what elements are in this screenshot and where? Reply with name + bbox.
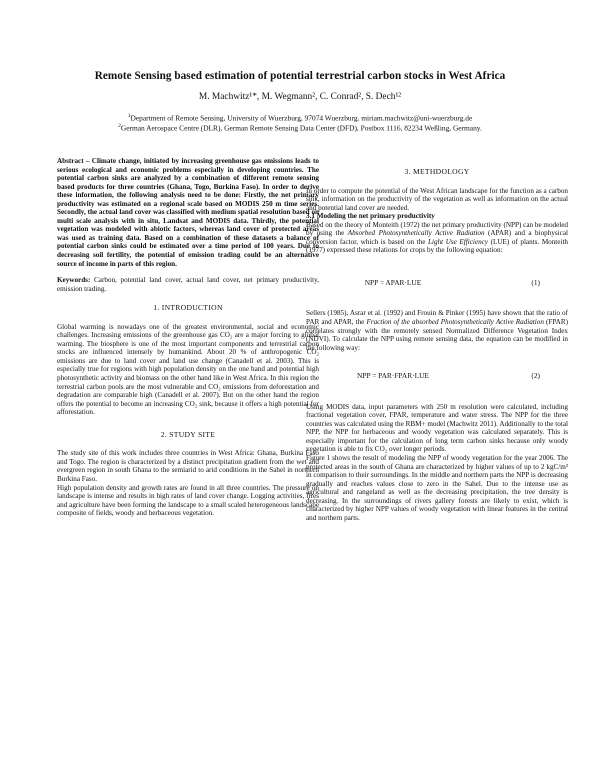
keywords-label: Keywords: xyxy=(57,276,91,285)
study-site-text-2: High population density and growth rates are found in all three countries. The pressure on landscape is intense and results in high rates of land cover change. Logging activities, fires and agriculture have been forming the landscape to a small scaled heterogeneous landscape composite of fields, woody and herbaceous vegetation. xyxy=(57,483,319,518)
italic-term: Fraction of the absorbed Photosynthetically Active Radiation xyxy=(366,318,544,327)
subsection-heading: 3.1 Modeling the net primary productivity xyxy=(306,212,435,221)
text-run: Sellers (1985), Asrar et al. (1992) and Frouin & Pinker (1995) have shown that the ratio of PAR and APAR, the xyxy=(306,309,568,327)
left-column xyxy=(57,157,319,518)
npp-paragraph-1 xyxy=(306,221,568,255)
affiliation-text: Department of Remote Sensing, University of Wuerzburg, 97074 Wuerzburg. miriam.machwitz@uni-wuerzburg.de xyxy=(130,113,473,123)
keywords xyxy=(57,276,319,293)
abstract: Abstract – Climate change, initiated by increasing greenhouse gas emissions leads to serious ecological and economic problems especially in developing countries. The potential carbon sinks are analyzed by a combination of different remote sensing based products for three countries (Ghana, Togo, Burkina Faso). In order to derive these information, the following analysis need to be done: Firstly, the net primary productivity was estimated on a regional scale based on MODIS 250 m time series. Secondly, the actual land cover was classified with medium spatial resolution based on multi scale analysis with in situ, Landsat and MODIS data. Thirdly, the potential vegetation was modeled with abiotic factors, whereas land cover of protected areas was used as training data. Based on a combination of these datasets a balance of potential carbon sinks could be estimated over a time period of 100 years. Due to decreasing soil fertility, the potential of emission trading could be an alternative source of income in parts of this region. xyxy=(57,157,319,268)
npp-paragraph-2 xyxy=(306,309,568,352)
study-site-text-1: The study site of this work includes three countries in West Africa: Ghana, Burkina Faso and Togo. The region is characterized by a distinct precipitation gradient from the wet and evergreen region in south Ghana to the semiarid to arid conditions in the Sahel in northern Burkina Faso. xyxy=(57,449,319,483)
equation-2 xyxy=(306,372,568,381)
affiliation-2 xyxy=(30,123,570,132)
author-list: M. Machwitz¹*, M. Wegmann², C. Conrad², S. Dech¹² xyxy=(198,92,402,102)
section-heading-methodology: 3. METHDOLOGY xyxy=(404,167,470,176)
affiliation-mark: 2 xyxy=(118,123,121,129)
text-run: (LUE) of plants. Monteith (1977) expressed these relations for crops by the following equation: xyxy=(306,237,569,255)
equation-body: NPP = PAR·FPAR·LUE xyxy=(357,371,429,381)
affiliation-1 xyxy=(30,113,570,122)
affiliation-text: German Aerospace Centre (DLR), German Remote Sensing Data Center (DFD), Postbox 1116, 82234 Weßling, Germany. xyxy=(120,123,482,133)
section-heading-introduction: 1. INTRODUCTION xyxy=(153,303,223,313)
text-run: Based on the theory of Monteith (1972) the net primary productivity (NPP) can be modeled by using the xyxy=(306,220,568,238)
text-run: (FPAR) correlates strongly with the remotely sensed Normalized Difference Vegetation Index (NDVI). To calculate the NPP using remote sensing data, the equation can be modified in the following way: xyxy=(306,318,568,352)
equation-number: (1) xyxy=(531,277,540,287)
equation-number: (2) xyxy=(531,371,540,381)
italic-term: Light Use Efficiency xyxy=(428,237,488,246)
equation-1 xyxy=(306,279,568,288)
right-column xyxy=(306,168,568,522)
section-heading-study-site: 2. STUDY SITE xyxy=(160,429,216,439)
paper-title: Remote Sensing based estimation of potential terrestrial carbon stocks in West Africa xyxy=(94,70,506,82)
text-run: (APAR) and a biophysical conversion factor, which is based on the xyxy=(306,229,568,246)
equation-body: NPP = APAR·LUE xyxy=(364,277,422,287)
figure-paragraph: Figure 1 shows the result of modeling the NPP of woody vegetation for the year 2006. The protected areas in the south of Ghana are characterized by higher values of up to 2 kgC/m² in comparison to their surroundings. In the middle and northern parts the NPP is decreasing gradually and reaches values close to zero in the Sahel. Due to the intense use as agricultural and rangeland as well as the decreasing precipitation, the tree density is decreasing. In the surroundings of rivers gallery forests are likely to exist, which is characterized by higher NPP values of woody vegetation with linear features in the central and northern parts. xyxy=(306,454,568,522)
keywords-text: Carbon, potential land cover, actual land cover, net primary productivity, emission trading. xyxy=(57,276,319,293)
modis-paragraph: Using MODIS data, input parameters with 250 m resolution were calculated, including fractional vegetation cover, FPAR, temperature and water stress. The NPP for the three countries was calculated using the RBM+ model (Machwitz 2011). Additionally to the total NPP, the NPP for herbaceous and woody vegetation was calculated separately. This is especially important for the calculation of long term carbon sinks because only woody vegetation is able to fix CO₂ over longer periods. xyxy=(306,402,568,454)
affiliation-mark: 1 xyxy=(127,113,131,119)
introduction-text: Global warming is nowadays one of the greatest environmental, social and economic challenges. Increasing emissions of the greenhouse gas CO₂ are a major forcing to global warming. The biosphere is one of the most important components and terrestrial carbon stocks are influenced intensely by humankind. About 20 % of anthropogenic CO₂ emissions are due to land cover and land use change (Canadell et al. 2003). This is especially true for regions with high population density on the one hand and potential high photosynthetic activity and biomass on the other hand like in West Africa. In this region the terrestrial carbon pools are the most vulnerable and CO₂ emissions from deforestation and degradation are comparable high (Canadell et al. 2007). But on the other hand the region offers the potential to become an increasing CO₂ sink, because it offers a high potential for afforestation. xyxy=(57,322,319,417)
methodology-intro: In order to compute the potential of the West African landscape for the function as a carbon sink, information on the productivity of the vegetation as well as information on the actual and potential land cover are needed. xyxy=(306,186,568,212)
italic-term: Absorbed Photosynthetically Active Radiation xyxy=(347,229,485,238)
